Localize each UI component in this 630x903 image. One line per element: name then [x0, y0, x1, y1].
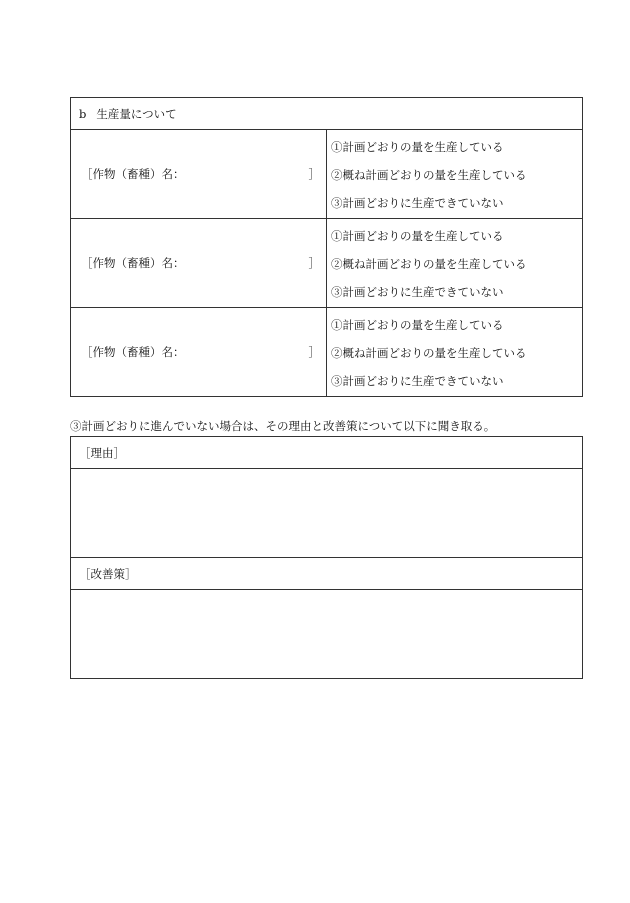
improvement-input-area[interactable] [71, 590, 583, 679]
production-table [70, 97, 583, 397]
option-planned[interactable]: ①計画どおりの量を生産している [331, 229, 504, 243]
production-options-cell [327, 308, 583, 397]
improvement-label: ［改善策］ [71, 558, 583, 590]
option-not-planned[interactable]: ③計画どおりに生産できていない [331, 285, 504, 299]
section-letter: b [79, 106, 87, 121]
crop-name-label: ［作物（畜種）名： [81, 167, 185, 181]
crop-row [71, 308, 583, 397]
reason-label-row [71, 437, 583, 469]
production-header-row [71, 98, 583, 130]
production-options-cell [327, 130, 583, 219]
option-planned[interactable]: ①計画どおりの量を生産している [331, 318, 504, 332]
option-mostly-planned[interactable]: ②概ね計画どおりの量を生産している [331, 257, 527, 271]
option-list [331, 131, 582, 217]
improvement-input-row [71, 590, 583, 679]
crop-name-cell[interactable] [71, 219, 327, 308]
crop-name-close-bracket: ］ [308, 167, 320, 181]
option-list [331, 220, 582, 306]
crop-name-close-bracket: ］ [308, 345, 320, 359]
crop-name-label: ［作物（畜種）名： [81, 345, 185, 359]
production-header-cell [71, 98, 583, 130]
option-planned[interactable]: ①計画どおりの量を生産している [331, 140, 504, 154]
instruction-note: ③計画どおりに進んでいない場合は、その理由と改善策について以下に聞き取る。 [70, 419, 496, 433]
option-not-planned[interactable]: ③計画どおりに生産できていない [331, 374, 504, 388]
crop-name-cell[interactable] [71, 308, 327, 397]
crop-name-label: ［作物（畜種）名： [81, 256, 185, 270]
option-mostly-planned[interactable]: ②概ね計画どおりの量を生産している [331, 168, 527, 182]
reason-input-area[interactable] [71, 469, 583, 558]
reason-input-row [71, 469, 583, 558]
crop-name-cell[interactable] [71, 130, 327, 219]
option-mostly-planned[interactable]: ②概ね計画どおりの量を生産している [331, 346, 527, 360]
option-list [331, 309, 582, 395]
improvement-label-row [71, 558, 583, 590]
option-not-planned[interactable]: ③計画どおりに生産できていない [331, 196, 504, 210]
section-title: 生産量について [96, 106, 177, 121]
crop-row [71, 219, 583, 308]
reason-table [70, 436, 583, 679]
production-options-cell [327, 219, 583, 308]
crop-name-close-bracket: ］ [308, 256, 320, 270]
crop-row [71, 130, 583, 219]
reason-label: ［理由］ [71, 437, 583, 469]
